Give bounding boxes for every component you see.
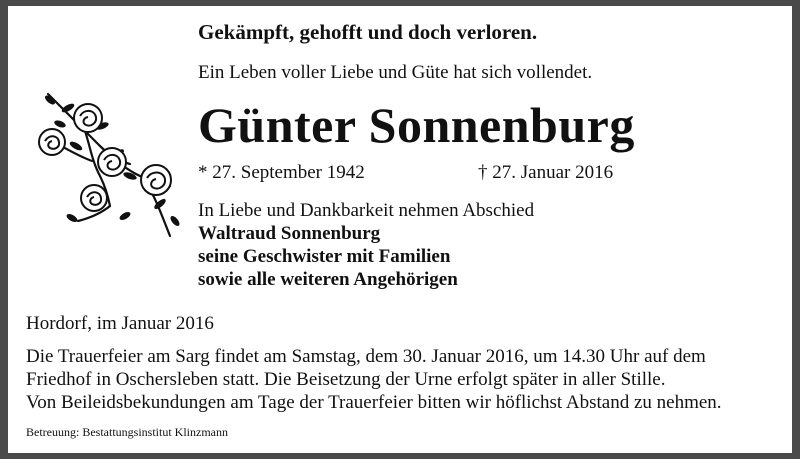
intro-text: Ein Leben voller Liebe und Güte hat sich vollendet. (198, 62, 593, 83)
farewell-text: In Liebe und Dankbarkeit nehmen Abschied (198, 200, 535, 221)
funeral-notice-line: Die Trauerfeier am Sarg findet am Samstag, dem 30. Januar 2016, um 14.30 Uhr auf dem (26, 346, 706, 367)
death-date: † 27. Januar 2016 (478, 162, 614, 183)
birth-date: * 27. September 1942 (198, 162, 365, 183)
motto-heading: Gekämpft, gehofft und doch verloren. (198, 20, 538, 44)
undertaker-credit: Betreuung: Bestattungsinstitut Klinzmann (26, 425, 228, 439)
mourner-line: sowie alle weiteren Angehörigen (198, 269, 458, 290)
funeral-notice-line: Friedhof in Oschersleben statt. Die Beisetzung der Urne erfolgt später in aller Stille. (26, 369, 666, 390)
mourner-line: Waltraud Sonnenburg (198, 223, 381, 244)
rose-branch-illustration (30, 86, 200, 246)
place-date: Hordorf, im Januar 2016 (26, 313, 214, 334)
deceased-name: Günter Sonnenburg (198, 97, 635, 153)
mourner-line: seine Geschwister mit Familien (198, 246, 451, 267)
funeral-notice-line: Von Beileidsbekundungen am Tage der Trauerfeier bitten wir höflichst Abstand zu nehmen. (26, 392, 722, 413)
funeral-notice (26, 345, 786, 414)
obituary-card (8, 6, 792, 453)
